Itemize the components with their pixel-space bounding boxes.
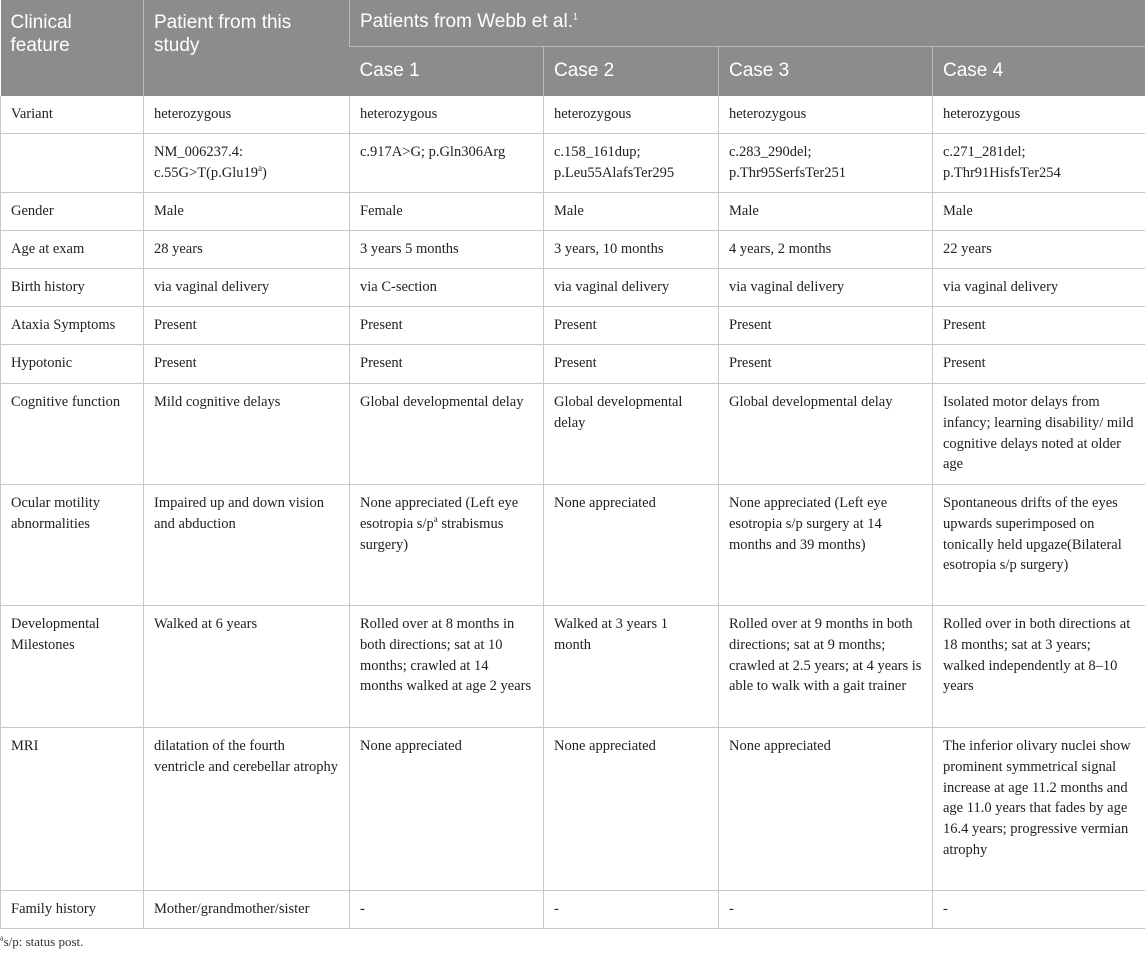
header-webb-ref: 1 xyxy=(572,11,578,22)
table-cell: Rolled over in both directions at 18 months; sat at 3 years; walked independently at 8–10 years xyxy=(933,606,1145,728)
table-cell: - xyxy=(719,891,933,929)
table-cell: Male xyxy=(719,193,933,231)
table-cell: heterozygous xyxy=(350,96,544,134)
table-cell: Present xyxy=(544,345,719,384)
header-webb-label: Patients from Webb et al. xyxy=(360,11,573,32)
row-label xyxy=(1,134,144,193)
table-cell: Impaired up and down vision and abduction xyxy=(144,485,350,606)
table-cell: 4 years, 2 months xyxy=(719,231,933,269)
row-label: Age at exam xyxy=(1,231,144,269)
row-label: Developmental Milestones xyxy=(1,606,144,728)
row-label: Family history xyxy=(1,891,144,929)
table-row xyxy=(1,307,1145,345)
table-cell: Isolated motor delays from infancy; learning disability/ mild cognitive delays noted at older age xyxy=(933,384,1145,485)
table-cell: - xyxy=(350,891,544,929)
header-clinical-feature: Clinical feature xyxy=(1,0,144,96)
table-cell: via vaginal delivery xyxy=(933,269,1145,307)
table-cell: None appreciated xyxy=(544,728,719,891)
row-label: Ataxia Symptoms xyxy=(1,307,144,345)
table-cell: None appreciated xyxy=(719,728,933,891)
table-row xyxy=(1,345,1145,384)
table-cell: via vaginal delivery xyxy=(144,269,350,307)
table-body xyxy=(1,96,1145,929)
table-cell: Rolled over at 8 months in both directions; sat at 10 months; crawled at 14 months walked at age 2 years xyxy=(350,606,544,728)
header-case-2: Case 2 xyxy=(544,47,719,97)
row-label: Cognitive function xyxy=(1,384,144,485)
table-row xyxy=(1,606,1145,728)
table-cell: 3 years 5 months xyxy=(350,231,544,269)
table-cell: Present xyxy=(544,307,719,345)
row-label: Hypotonic xyxy=(1,345,144,384)
table-cell: via vaginal delivery xyxy=(719,269,933,307)
table-cell: None appreciated xyxy=(544,485,719,606)
table-cell: NM_006237.4: $c.55G>T(p.Glu19^a)$ xyxy=(144,134,350,193)
table-cell: - xyxy=(544,891,719,929)
header-case-4: Case 4 xyxy=(933,47,1145,97)
table-cell: Male xyxy=(144,193,350,231)
table-cell: Present xyxy=(719,345,933,384)
table-cell: None appreciated (Left eye esotropia s/p surgery at 14 months and 39 months) xyxy=(719,485,933,606)
table-cell: Rolled over at 9 months in both directions; sat at 9 months; crawled at 2.5 years; at 4 years is able to walk with a gait trainer xyxy=(719,606,933,728)
row-label: Birth history xyxy=(1,269,144,307)
table-cell: c.158_161dup; p.Leu55AlafsTer295 xyxy=(544,134,719,193)
table-cell: Global developmental delay xyxy=(719,384,933,485)
table-row xyxy=(1,231,1145,269)
table-cell: Male xyxy=(933,193,1145,231)
table-cell: via C-section xyxy=(350,269,544,307)
row-label: MRI xyxy=(1,728,144,891)
table-row xyxy=(1,384,1145,485)
header-case-1: Case 1 xyxy=(350,47,544,97)
table-cell: Present xyxy=(933,345,1145,384)
table-row xyxy=(1,728,1145,891)
table-cell: heterozygous xyxy=(933,96,1145,134)
table-row xyxy=(1,193,1145,231)
table-cell: 3 years, 10 months xyxy=(544,231,719,269)
table-cell: Walked at 3 years 1 month xyxy=(544,606,719,728)
table-cell: dilatation of the fourth ventricle and cerebellar atrophy xyxy=(144,728,350,891)
table-cell: heterozygous xyxy=(144,96,350,134)
table-cell: Present xyxy=(350,345,544,384)
footnote-text: s/p: status post. xyxy=(3,934,84,949)
table-row xyxy=(1,134,1145,193)
row-label: Gender xyxy=(1,193,144,231)
table-cell: Present xyxy=(933,307,1145,345)
table-cell: Mother/grandmother/sister xyxy=(144,891,350,929)
table-cell: Global developmental delay xyxy=(350,384,544,485)
table-cell: Spontaneous drifts of the eyes upwards superimposed on tonically held upgaze(Bilateral esotropia s/p surgery) xyxy=(933,485,1145,606)
table-row xyxy=(1,269,1145,307)
table-cell: Present xyxy=(350,307,544,345)
table-cell: The inferior olivary nuclei show prominent symmetrical signal increase at age 11.2 months and age 11.0 years that fades by age 16.4 years; progressive vermian atrophy xyxy=(933,728,1145,891)
table-cell: c.271_281del; p.Thr91HisfsTer254 xyxy=(933,134,1145,193)
table-cell: Male xyxy=(544,193,719,231)
table-row xyxy=(1,485,1145,606)
footnote xyxy=(0,934,83,950)
table-cell: Present xyxy=(144,345,350,384)
table-cell: Global developmental delay xyxy=(544,384,719,485)
table-cell: heterozygous xyxy=(544,96,719,134)
table-cell: 22 years xyxy=(933,231,1145,269)
table-row xyxy=(1,891,1145,929)
table-row xyxy=(1,96,1145,134)
table-cell: c.283_290del; p.Thr95SerfsTer251 xyxy=(719,134,933,193)
table-cell: heterozygous xyxy=(719,96,933,134)
table-cell: None appreciated (Left eye esotropia $s/p^a$ strabismus surgery) xyxy=(350,485,544,606)
row-label: Variant xyxy=(1,96,144,134)
table-cell: None appreciated xyxy=(350,728,544,891)
table-cell: Present xyxy=(719,307,933,345)
table-cell: - xyxy=(933,891,1145,929)
table-cell: Mild cognitive delays xyxy=(144,384,350,485)
header-case-3: Case 3 xyxy=(719,47,933,97)
table-cell: via vaginal delivery xyxy=(544,269,719,307)
table-cell: Present xyxy=(144,307,350,345)
table-cell: Female xyxy=(350,193,544,231)
header-webb-group xyxy=(350,0,1145,47)
footnote-mark: a xyxy=(0,933,4,943)
table-cell: 28 years xyxy=(144,231,350,269)
row-label: Ocular motility abnormalities xyxy=(1,485,144,606)
table-cell: Walked at 6 years xyxy=(144,606,350,728)
table-cell: c.917A>G; p.Gln306Arg xyxy=(350,134,544,193)
header-this-study: Patient from this study xyxy=(144,0,350,96)
